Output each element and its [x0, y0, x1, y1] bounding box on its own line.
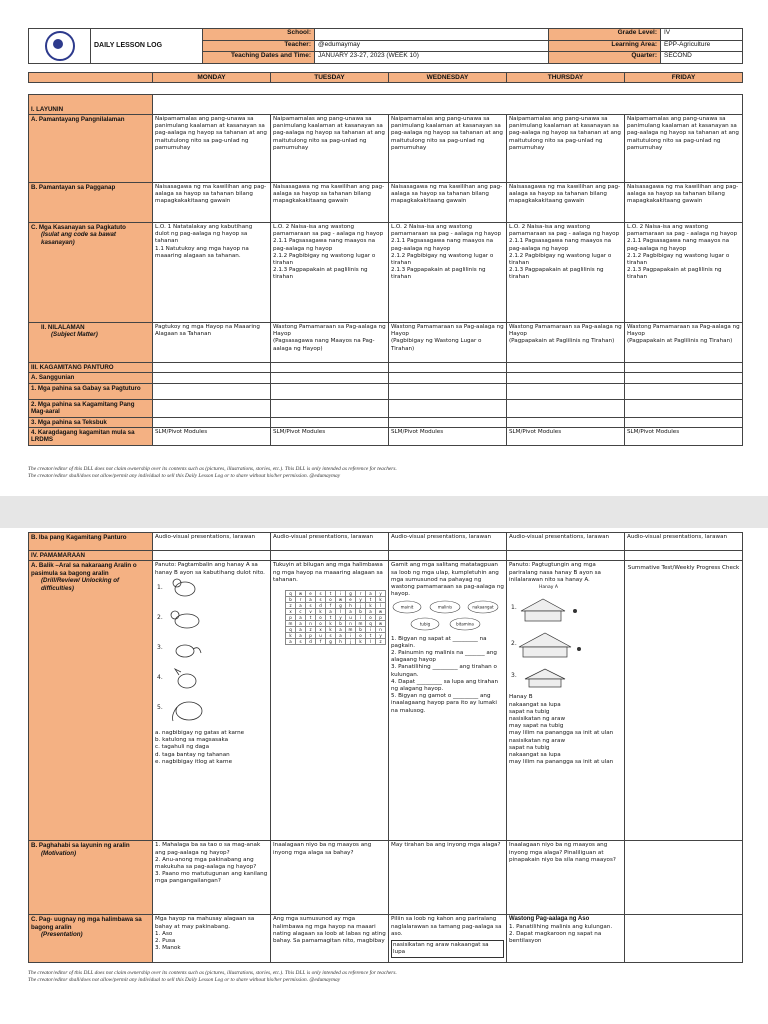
word-search-row	[286, 639, 386, 645]
cell-nilalaman-thu: Wastong Pamamaraan sa Pag-aalaga ng Hayop (Pagpapakain at Paglilinis ng Tirahan)	[507, 323, 625, 363]
blank-cell	[271, 551, 389, 561]
cell-paghahabi-mon: 1. Mahalaga ba sa tao o sa mag-anak ang pag-aalaga ng hayop? 2. Anu-anong mga pakinabang ang makukuha sa pag-aalaga ng hayop? 3. Paano mo matutugunan ang kanilang mga pangangailangan?	[153, 841, 271, 915]
blank-cell	[507, 417, 625, 427]
header-table	[28, 28, 743, 64]
word-search-letter: o	[366, 615, 376, 621]
label-paghahabi-title: B. Paghahabi sa layunin ng aralin	[31, 842, 130, 850]
label-balik-aral	[29, 561, 153, 841]
word-search-letter: a	[296, 615, 306, 621]
label-nilalaman-note: (Subject Matter)	[51, 331, 98, 339]
cell-pag-uugnay-thu	[507, 915, 625, 963]
layunin-blank	[153, 95, 743, 115]
doc-title: DAILY LESSON LOG	[91, 29, 203, 64]
cell-lrdms-thu: SLM/Pivot Modules	[507, 428, 625, 446]
balik-aral-thu-intro: Panuto: Pagtugtungin ang mga pariralang nasa hanay B ayon sa inilalarawan nito sa hanay A.	[509, 562, 601, 583]
word-search-letter: a	[336, 627, 346, 633]
day-monday: MONDAY	[153, 73, 271, 83]
label-kasanayan	[29, 223, 153, 323]
label-pangnilalaman: A. Pamantayang Pangnilalaman	[29, 115, 153, 183]
balik-aral-thu-list: Hanay B nakaangat sa lupa sapat na tubig nasisikatan ng araw may sapat na tubig may lilim na panangga sa init at ulan nasisikatan ng araw sapat na tubig nakaangat sa lupa may lilim na panangga sa init at ulan	[509, 694, 614, 766]
cell-nilalaman-tue: Wastong Pamamaraan sa Pag-aalaga ng Hayop (Pagsasagawa nang Maayos na Pag-aalaga ng Hayop)	[271, 323, 389, 363]
cell-pag-uugnay-tue: Ang mga sumusunod ay mga halimbawa ng mga hayop na maaari nating alagaan sa loob at labas ng ating bahay. Sa pamamagitan nito, magbibay	[271, 915, 389, 963]
day-wednesday: WEDNESDAY	[389, 73, 507, 83]
blank-cell	[389, 399, 507, 417]
cloud-word: nakaangat	[472, 604, 494, 610]
cloud-word: malinis	[437, 604, 453, 610]
word-search-letter: l	[336, 609, 346, 615]
label-pag-uugnay	[29, 915, 153, 963]
word-search-letter: u	[346, 615, 356, 621]
word-search-letter: q	[286, 591, 296, 597]
disclaimer-page-one	[28, 466, 742, 480]
word-search-letter: r	[356, 591, 366, 597]
balik-aral-mon-intro: Panuto: Pagtambalin ang hanay A sa hanay B ayon sa kabutihang dulot nito.	[155, 562, 265, 576]
svg-text:3.: 3.	[511, 672, 517, 680]
word-search-letter: w	[296, 591, 306, 597]
cell-paghahabi-tue: Inaalagaan niyo ba ng maayos ang inyong mga alaga sa bahay?	[271, 841, 389, 915]
cell-iba-wed: Audio-visual presentations, larawan	[389, 533, 507, 551]
word-search-letter: j	[356, 603, 366, 609]
word-search-letter: q	[286, 627, 296, 633]
word-search-letter: g	[326, 639, 336, 645]
cell-nilalaman-mon: Pagtukoy ng mga Hayop na Maaaring Alagaan sa Tahanan	[153, 323, 271, 363]
word-search-letter: n	[376, 627, 386, 633]
grade-value: IV	[661, 29, 743, 41]
page-separator	[0, 496, 768, 528]
day-friday: FRIDAY	[625, 73, 743, 83]
word-search-letter: z	[306, 627, 316, 633]
word-search-letter: g	[336, 603, 346, 609]
word-search-letter: k	[366, 603, 376, 609]
choices-box: nasisikatan ng araw nakaangat sa lupa	[391, 940, 504, 958]
cell-pagganap-wed: Naisasagawa ng ma kawilihan ang pag-aalaga sa hayop sa tahanan bilang mapagkakakitaang gawain	[389, 183, 507, 223]
cell-balik-aral-thu	[507, 561, 625, 841]
word-search-letter: s	[316, 597, 326, 603]
word-search-letter: f	[316, 639, 326, 645]
dates-value: JANUARY 23-27, 2023 (WEEK 10)	[315, 52, 549, 64]
label-kagamitang-mag-aaral: 2. Mga pahina sa Kagamitang Pang Mag-aaral	[29, 399, 153, 417]
label-lrdms: 4. Karagdagang kagamitan mula sa LRDMS	[29, 428, 153, 446]
label-pag-uugnay-title: C. Pag- uugnay ng mga halimbawa sa bagong aralin	[31, 916, 142, 931]
day-tuesday: TUESDAY	[271, 73, 389, 83]
word-search-letter: k	[286, 633, 296, 639]
balik-aral-wed-items: 1. Bigyan ng sapat at _________ na pagkain. 2. Painumin ng malinis na _______ ang alagaang hayop 3. Panatilihing _________ ang tirahan o kulungan. 4. Dapat _________ sa lupa ang tirahan ng alagang hayop. 5. Bigyan ng gamot o _________ ang inaalagaang hayop para ito ay lumaki na malusog.	[391, 635, 499, 714]
word-search-letter: a	[296, 603, 306, 609]
word-search-letter: s	[296, 639, 306, 645]
word-search-letter: t	[326, 615, 336, 621]
blank-cell	[389, 551, 507, 561]
cell-pagganap-mon: Naisasagawa ng ma kawilihan ang pag-aalaga sa hayop sa tahanan bilang mapagkakakitaang gawain	[153, 183, 271, 223]
svg-text:1.: 1.	[511, 604, 517, 612]
cloud-word: tubig	[419, 621, 431, 627]
word-search-letter: k	[376, 597, 386, 603]
cell-balik-aral-tue	[271, 561, 389, 841]
word-search-letter: i	[336, 591, 346, 597]
word-search-letter: c	[296, 609, 306, 615]
cell-pangnilalaman-mon: Naipamamalas ang pang-unawa sa panimulang kaalaman at kasanayan sa pag-aalaga ng hayop sa tahanan at ang maitutulong nito sa pag-unlad ng pamumuhay	[153, 115, 271, 183]
blank-cell	[625, 399, 743, 417]
word-search-letter: a	[286, 639, 296, 645]
word-search-letter: t	[326, 591, 336, 597]
blank-cell	[507, 551, 625, 561]
word-search-letter: l	[366, 639, 376, 645]
disclaimer-line-2: The creator/editor shall/does not allow/permit any individual to sell this Daily Lesson Log or to share without his/her permission. @edumaymay	[28, 977, 341, 983]
cell-iba-thu: Audio-visual presentations, larawan	[507, 533, 625, 551]
teacher-label: Teacher:	[203, 40, 315, 52]
word-search-letter: e	[346, 597, 356, 603]
seal-icon	[45, 31, 75, 61]
word-search-letter: k	[316, 609, 326, 615]
label-sanggunian: A. Sanggunian	[29, 373, 153, 383]
cell-kasanayan-wed: L.O. 2 Naisa-isa ang wastong pamamaraan sa pag - aalaga ng hayop 2.1.1 Pagsasagawa nang maayos na pag-aalaga ng hayop 2.1.2 Pagbibigay ng wastong lugar o tirahan 2.1.3 Pagpapakain at paglilinis ng tirahan	[389, 223, 507, 323]
word-search-letter: k	[326, 627, 336, 633]
word-search-letter: a	[296, 627, 306, 633]
blank-cell	[271, 399, 389, 417]
page-two	[0, 528, 768, 1024]
word-search-letter: d	[306, 639, 316, 645]
cell-kasanayan-mon: L.O. 1 Natatalakay ang kabutihang dulot ng pag-aalaga ng hayop sa tahanan 1.1 Natutukoy ang mga hayop na maaaring alagaan sa tahanan.	[153, 223, 271, 323]
teacher-value: @edumaymay	[315, 40, 549, 52]
word-search-letter: v	[306, 609, 316, 615]
svg-text:2.: 2.	[157, 613, 163, 621]
school-value	[315, 29, 549, 41]
cell-nilalaman-fri: Wastong Pamamaraan sa Pag-aalaga ng Hayop (Pagpapakain at Paglilinis ng Tirahan)	[625, 323, 743, 363]
cell-paghahabi-wed: May tirahan ba ang inyong mga alaga?	[389, 841, 507, 915]
word-search-letter: a	[366, 609, 376, 615]
word-search-letter: o	[316, 615, 326, 621]
word-search-letter: n	[346, 621, 356, 627]
blank-cell	[271, 373, 389, 383]
blank-cell	[507, 383, 625, 399]
word-search-letter: t	[366, 633, 376, 639]
word-search-letter: j	[346, 639, 356, 645]
cell-paghahabi-fri	[625, 841, 743, 915]
word-search-letter: x	[316, 627, 326, 633]
blank-cell	[153, 383, 271, 399]
hanay-a-label: Hanay A	[539, 585, 558, 591]
word-search-letter: o	[316, 621, 326, 627]
word-search-letter: o	[326, 597, 336, 603]
cell-kasanayan-tue: L.O. 2 Naisa-isa ang wastong pamamaraan sa pag - aalaga ng hayop 2.1.1 Pagsasagawa nang maayos na pag-aalaga ng hayop 2.1.2 Pagbibigay ng wastong lugar o tirahan 2.1.3 Pagpapakain at paglilinis ng tirahan	[271, 223, 389, 323]
word-search-letter: s	[326, 633, 336, 639]
disclaimer-line-1: The creator/editor of this DLL does not claim ownership over its contents such as (pictures, illustrations, stories, etc.). This DLL is only intended as reference for teachers.	[28, 466, 397, 472]
cell-pag-uugnay-fri	[625, 915, 743, 963]
cell-iba-mon: Audio-visual presentations, larawan	[153, 533, 271, 551]
word-search-letter: y	[356, 597, 366, 603]
cell-pangnilalaman-tue: Naipamamalas ang pang-unawa sa panimulang kaalaman at kasanayan sa pag-aalaga ng hayop sa tahanan at ang maitutulong nito sa pag-unlad ng pamumuhay	[271, 115, 389, 183]
day-corner	[29, 73, 153, 83]
balik-aral-tue-text: Tukuyin at bilugan ang mga halimbawa ng mga hayop na maaaring alagaan sa tahanan.	[273, 562, 383, 583]
svg-text:3.: 3.	[157, 643, 163, 651]
cell-pangnilalaman-thu: Naipamamalas ang pang-unawa sa panimulang kaalaman at kasanayan sa pag-aalaga ng hayop sa tahanan at ang maitutulong nito sa pag-unlad ng pamumuhay	[507, 115, 625, 183]
blank-cell	[507, 373, 625, 383]
label-nilalaman-title: II. NILALAMAN	[41, 324, 85, 331]
word-search-letter: u	[316, 633, 326, 639]
cell-lrdms-fri: SLM/Pivot Modules	[625, 428, 743, 446]
word-search-letter: p	[306, 633, 316, 639]
deped-seal	[29, 29, 91, 64]
blank-cell	[625, 383, 743, 399]
blank-cell	[389, 417, 507, 427]
word-search-letter: h	[336, 639, 346, 645]
word-search-letter: y	[336, 615, 346, 621]
cell-balik-aral-wed	[389, 561, 507, 841]
section-pamamaraan: IV. PAMAMARAAN	[29, 551, 153, 561]
cell-kasanayan-thu: L.O. 2 Naisa-isa ang wastong pamamaraan sa pag - aalaga ng hayop 2.1.1 Pagsasagawa nang maayos na pag-aalaga ng hayop 2.1.2 Pagbibigay ng wastong lugar o tirahan 2.1.3 Pagpapakain at paglilinis ng tirahan	[507, 223, 625, 323]
word-search-letter: m	[346, 627, 356, 633]
word-search-letter: i	[356, 615, 366, 621]
animal-houses-illustration	[509, 591, 619, 691]
cell-nilalaman-wed: Wastong Pamamaraan sa Pag-aalaga ng Hayop (Pagbibigay ng Wastong Lugar o Tirahan)	[389, 323, 507, 363]
label-pagganap: B. Pamantayan sa Pagganap	[29, 183, 153, 223]
word-search-letter: a	[296, 621, 306, 627]
page-one	[0, 0, 768, 496]
label-kasanayan-title: C. Mga Kasanayan sa Pagkatuto	[31, 224, 126, 231]
word-search-letter: w	[336, 597, 346, 603]
blank-cell	[507, 399, 625, 417]
cell-balik-aral-mon	[153, 561, 271, 841]
label-teksbuk: 3. Mga pahina sa Teksbuk	[29, 417, 153, 427]
day-thursday: THURSDAY	[507, 73, 625, 83]
blank-cell	[271, 383, 389, 399]
label-balik-aral-note: (Drill/Review/ Unlocking of difficulties)	[41, 577, 120, 592]
balik-aral-mon-choices: a. nagbibigay ng gatas at karne b. katulong sa magsasaka c. tagahuli ng daga d. taga bantay ng tahanan e. nagbibigay itlog at karne	[155, 730, 245, 765]
cell-lrdms-mon: SLM/Pivot Modules	[153, 428, 271, 446]
cloud-word: bitamina	[456, 621, 474, 627]
blank-cell	[389, 363, 507, 373]
cell-pagganap-thu: Naisasagawa ng ma kawilihan ang pag-aalaga sa hayop sa tahanan bilang mapagkakakitaang gawain	[507, 183, 625, 223]
word-search-letter: b	[286, 597, 296, 603]
word-search-letter: k	[356, 639, 366, 645]
pag-uugnay-wed-intro: Piliin sa loob ng kahon ang pariralang naglalarawan sa tamang pag-aalaga sa aso.	[391, 916, 502, 937]
blank-cell	[153, 399, 271, 417]
word-search-letter: q	[366, 621, 376, 627]
word-search-letter: e	[306, 591, 316, 597]
blank-cell	[625, 373, 743, 383]
blank-cell	[507, 363, 625, 373]
cell-pangnilalaman-fri: Naipamamalas ang pang-unawa sa panimulang kaalaman at kasanayan sa pag-aalaga ng hayop sa tahanan at ang maitutulong nito sa pag-unlad ng pamumuhay	[625, 115, 743, 183]
animal-pictures-illustration	[155, 577, 265, 727]
blank-cell	[625, 417, 743, 427]
cell-paghahabi-thu: Inaalagaan niyo ba ng maayos ang inyong mga alaga? Pinaliliguan at pinapakain niyo ba sila nang maayos?	[507, 841, 625, 915]
cloud-word: mainit	[400, 604, 414, 610]
word-search-letter: a	[336, 633, 346, 639]
disclaimer-line-2: The creator/editor shall/does not allow/permit any individual to sell this Daily Lesson Log or to share without his/her permission. @edumaymay	[28, 473, 341, 479]
blank-cell	[389, 383, 507, 399]
blank-cell	[625, 551, 743, 561]
label-iba-pang: B. Iba pang Kagamitang Panturo	[29, 533, 153, 551]
word-search-letter: m	[286, 621, 296, 627]
quarter-label: Quarter:	[549, 52, 661, 64]
label-paghahabi-note: (Motivation)	[41, 849, 77, 857]
word-search-letter: t	[306, 615, 316, 621]
blank-cell	[271, 363, 389, 373]
pag-uugnay-thu-title: Wastong Pag-aalaga ng Aso	[509, 916, 590, 923]
cell-balik-aral-fri: Summative Test/Weekly Progress Check	[625, 561, 743, 841]
cell-iba-tue: Audio-visual presentations, larawan	[271, 533, 389, 551]
word-search-letter: t	[366, 597, 376, 603]
word-search-letter: b	[356, 627, 366, 633]
blank-cell	[389, 373, 507, 383]
label-nilalaman	[29, 323, 153, 363]
blank-cell	[153, 417, 271, 427]
cell-pagganap-tue: Naisasagawa ng ma kawilihan ang pag-aalaga sa hayop sa tahanan bilang mapagkakakitaang gawain	[271, 183, 389, 223]
label-paghahabi	[29, 841, 153, 915]
word-search-letter: f	[326, 603, 336, 609]
word-search-letter: z	[376, 639, 386, 645]
school-label: School:	[203, 29, 315, 41]
cell-pangnilalaman-wed: Naipamamalas ang pang-unawa sa panimulang kaalaman at kasanayan sa pag-aalaga ng hayop sa tahanan at ang maitutulong nito sa pag-unlad ng pamumuhay	[389, 115, 507, 183]
word-clouds-illustration	[391, 598, 501, 632]
word-search-letter: g	[346, 591, 356, 597]
word-search-letter: a	[326, 609, 336, 615]
blank-cell	[153, 551, 271, 561]
disclaimer-page-two	[28, 970, 742, 984]
lesson-table-page-one	[28, 94, 743, 446]
balik-aral-wed-intro: Gamit ang mga salitang matatagpuan sa loob ng mga ulap, kumpletuhin ang mga sumusunod na pahayag ng wastong pamamaraan sa pag-aalaga ng hayop.	[391, 562, 504, 598]
disclaimer-line-1: The creator/editor of this DLL does not claim ownership over its contents such as (pictures, illustrations, stories, etc.). This DLL is only intended as reference for teachers.	[28, 970, 397, 976]
word-search-letter: y	[376, 633, 386, 639]
label-gabay: 1. Mga pahina sa Gabay sa Pagtuturo	[29, 383, 153, 399]
word-search-letter: k	[326, 621, 336, 627]
blank-cell	[271, 417, 389, 427]
blank-cell	[625, 363, 743, 373]
word-search-letter: m	[356, 621, 366, 627]
word-search-letter: r	[296, 597, 306, 603]
cell-pag-uugnay-mon: Mga hayop na mahusay alagaan sa bahay at may pakinabang. 1. Aso 2. Pusa 3. Manok	[153, 915, 271, 963]
svg-text:1.: 1.	[157, 583, 163, 591]
label-balik-aral-title: A. Balik –Aral sa nakaraang Aralin o pasimula sa bagong aralin	[31, 562, 137, 577]
word-search-grid	[285, 590, 386, 645]
word-search-letter: h	[346, 603, 356, 609]
lesson-table-page-two	[28, 532, 743, 963]
word-search-letter: a	[366, 591, 376, 597]
word-search-letter: s	[306, 603, 316, 609]
pag-uugnay-thu-body: 1. Panatilihing malinis ang kulungan. 2. Dapat magkaroon ng sapat na bentilasyon	[509, 923, 613, 945]
word-search-letter: a	[296, 633, 306, 639]
cell-pag-uugnay-wed	[389, 915, 507, 963]
word-search-letter: a	[346, 609, 356, 615]
word-search-letter: o	[356, 633, 366, 639]
word-search-letter: i	[346, 633, 356, 639]
word-search-letter: x	[286, 609, 296, 615]
word-search-letter: l	[376, 603, 386, 609]
cell-iba-fri: Audio-visual presentations, larawan	[625, 533, 743, 551]
label-kagamitang: III. KAGAMITANG PANTURO	[29, 363, 153, 373]
cell-lrdms-tue: SLM/Pivot Modules	[271, 428, 389, 446]
blank-cell	[153, 363, 271, 373]
section-layunin: I. LAYUNIN	[29, 95, 153, 115]
word-search-letter: w	[376, 621, 386, 627]
svg-text:5.: 5.	[157, 703, 163, 711]
dates-label: Teaching Dates and Time:	[203, 52, 315, 64]
quarter-value: SECOND	[661, 52, 743, 64]
word-search-letter: n	[306, 621, 316, 627]
cell-lrdms-wed: SLM/Pivot Modules	[389, 428, 507, 446]
cell-kasanayan-fri: L.O. 2 Naisa-isa ang wastong pamamaraan sa pag - aalaga ng hayop 2.1.1 Pagsasagawa nang maayos na pag-aalaga ng hayop 2.1.2 Pagbibigay ng wastong lugar o tirahan 2.1.3 Pagpapakain at paglilinis ng tirahan	[625, 223, 743, 323]
area-value: EPP-Agriculture	[661, 40, 743, 52]
word-search-letter: z	[286, 603, 296, 609]
label-kasanayan-note: (Isulat ang code sa bawat kasanayan)	[41, 231, 116, 246]
word-search-letter: p	[376, 615, 386, 621]
word-search-letter: b	[336, 621, 346, 627]
label-pag-uugnay-note: (Presentation)	[41, 931, 83, 939]
word-search-letter: s	[316, 591, 326, 597]
svg-text:4.: 4.	[157, 673, 163, 681]
word-search-letter: b	[356, 609, 366, 615]
cell-pagganap-fri: Naisasagawa ng ma kawilihan ang pag-aalaga sa hayop sa tahanan bilang mapagkakakitaang gawain	[625, 183, 743, 223]
word-search-letter: y	[376, 591, 386, 597]
grade-label: Grade Level:	[549, 29, 661, 41]
word-search-letter: i	[366, 627, 376, 633]
blank-cell	[153, 373, 271, 383]
word-search-letter: a	[306, 597, 316, 603]
svg-text:2.: 2.	[511, 640, 517, 648]
word-search-letter: d	[316, 603, 326, 609]
day-header-row	[28, 72, 743, 83]
word-search-letter: p	[286, 615, 296, 621]
area-label: Learning Area:	[549, 40, 661, 52]
word-search-letter: w	[376, 609, 386, 615]
